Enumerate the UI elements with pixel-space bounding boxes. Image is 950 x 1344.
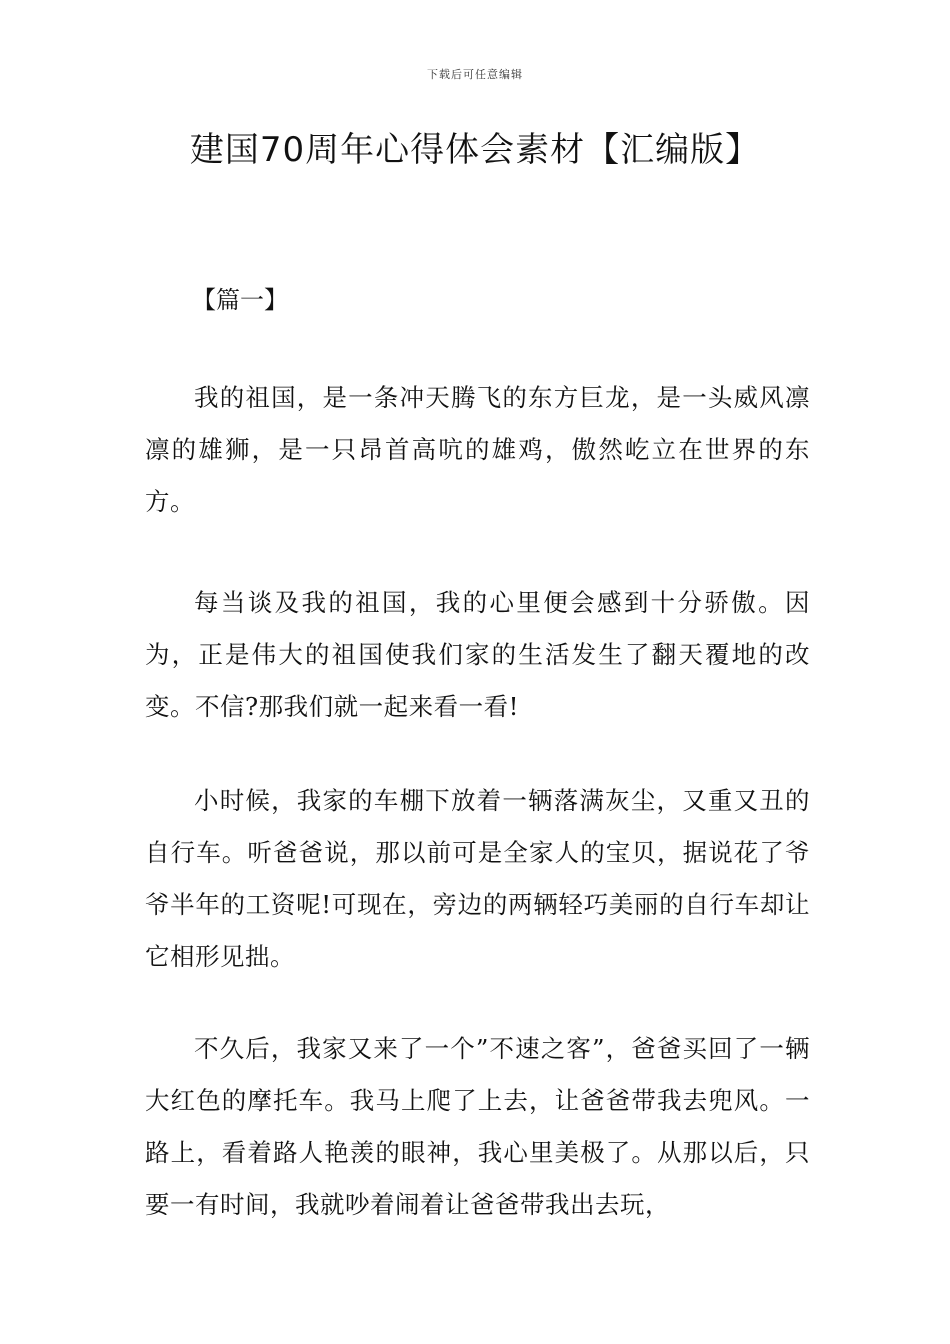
header-note: 下载后可任意编辑 xyxy=(427,68,523,81)
document-title: 建国70周年心得体会素材【汇编版】 xyxy=(189,130,761,170)
paragraph: 我的祖国，是一条冲天腾飞的东方巨龙，是一头威风凛凛的雄狮，是一只昂首高吭的雄鸡，傲然屹立在世界的东方。 xyxy=(145,383,810,516)
paragraph: 小时候，我家的车棚下放着一辆落满灰尘，又重又丑的自行车。听爸爸说，那以前可是全家人的宝贝，据说花了爷爷半年的工资呢!可现在，旁边的两辆轻巧美丽的自行车却让它相形见拙。 xyxy=(145,786,810,971)
section-label: 【篇一】 xyxy=(192,286,288,314)
paragraph: 每当谈及我的祖国，我的心里便会感到十分骄傲。因为，正是伟大的祖国使我们家的生活发生了翻天覆地的改变。不信?那我们就一起来看一看! xyxy=(145,588,810,721)
paragraph: 不久后，我家又来了一个”不速之客”，爸爸买回了一辆大红色的摩托车。我马上爬了上去，让爸爸带我去兜风。一路上，看着路人艳羡的眼神，我心里美极了。从那以后，只要一有时间，我就吵着闹着让爸爸带我出去玩， xyxy=(145,1034,810,1219)
